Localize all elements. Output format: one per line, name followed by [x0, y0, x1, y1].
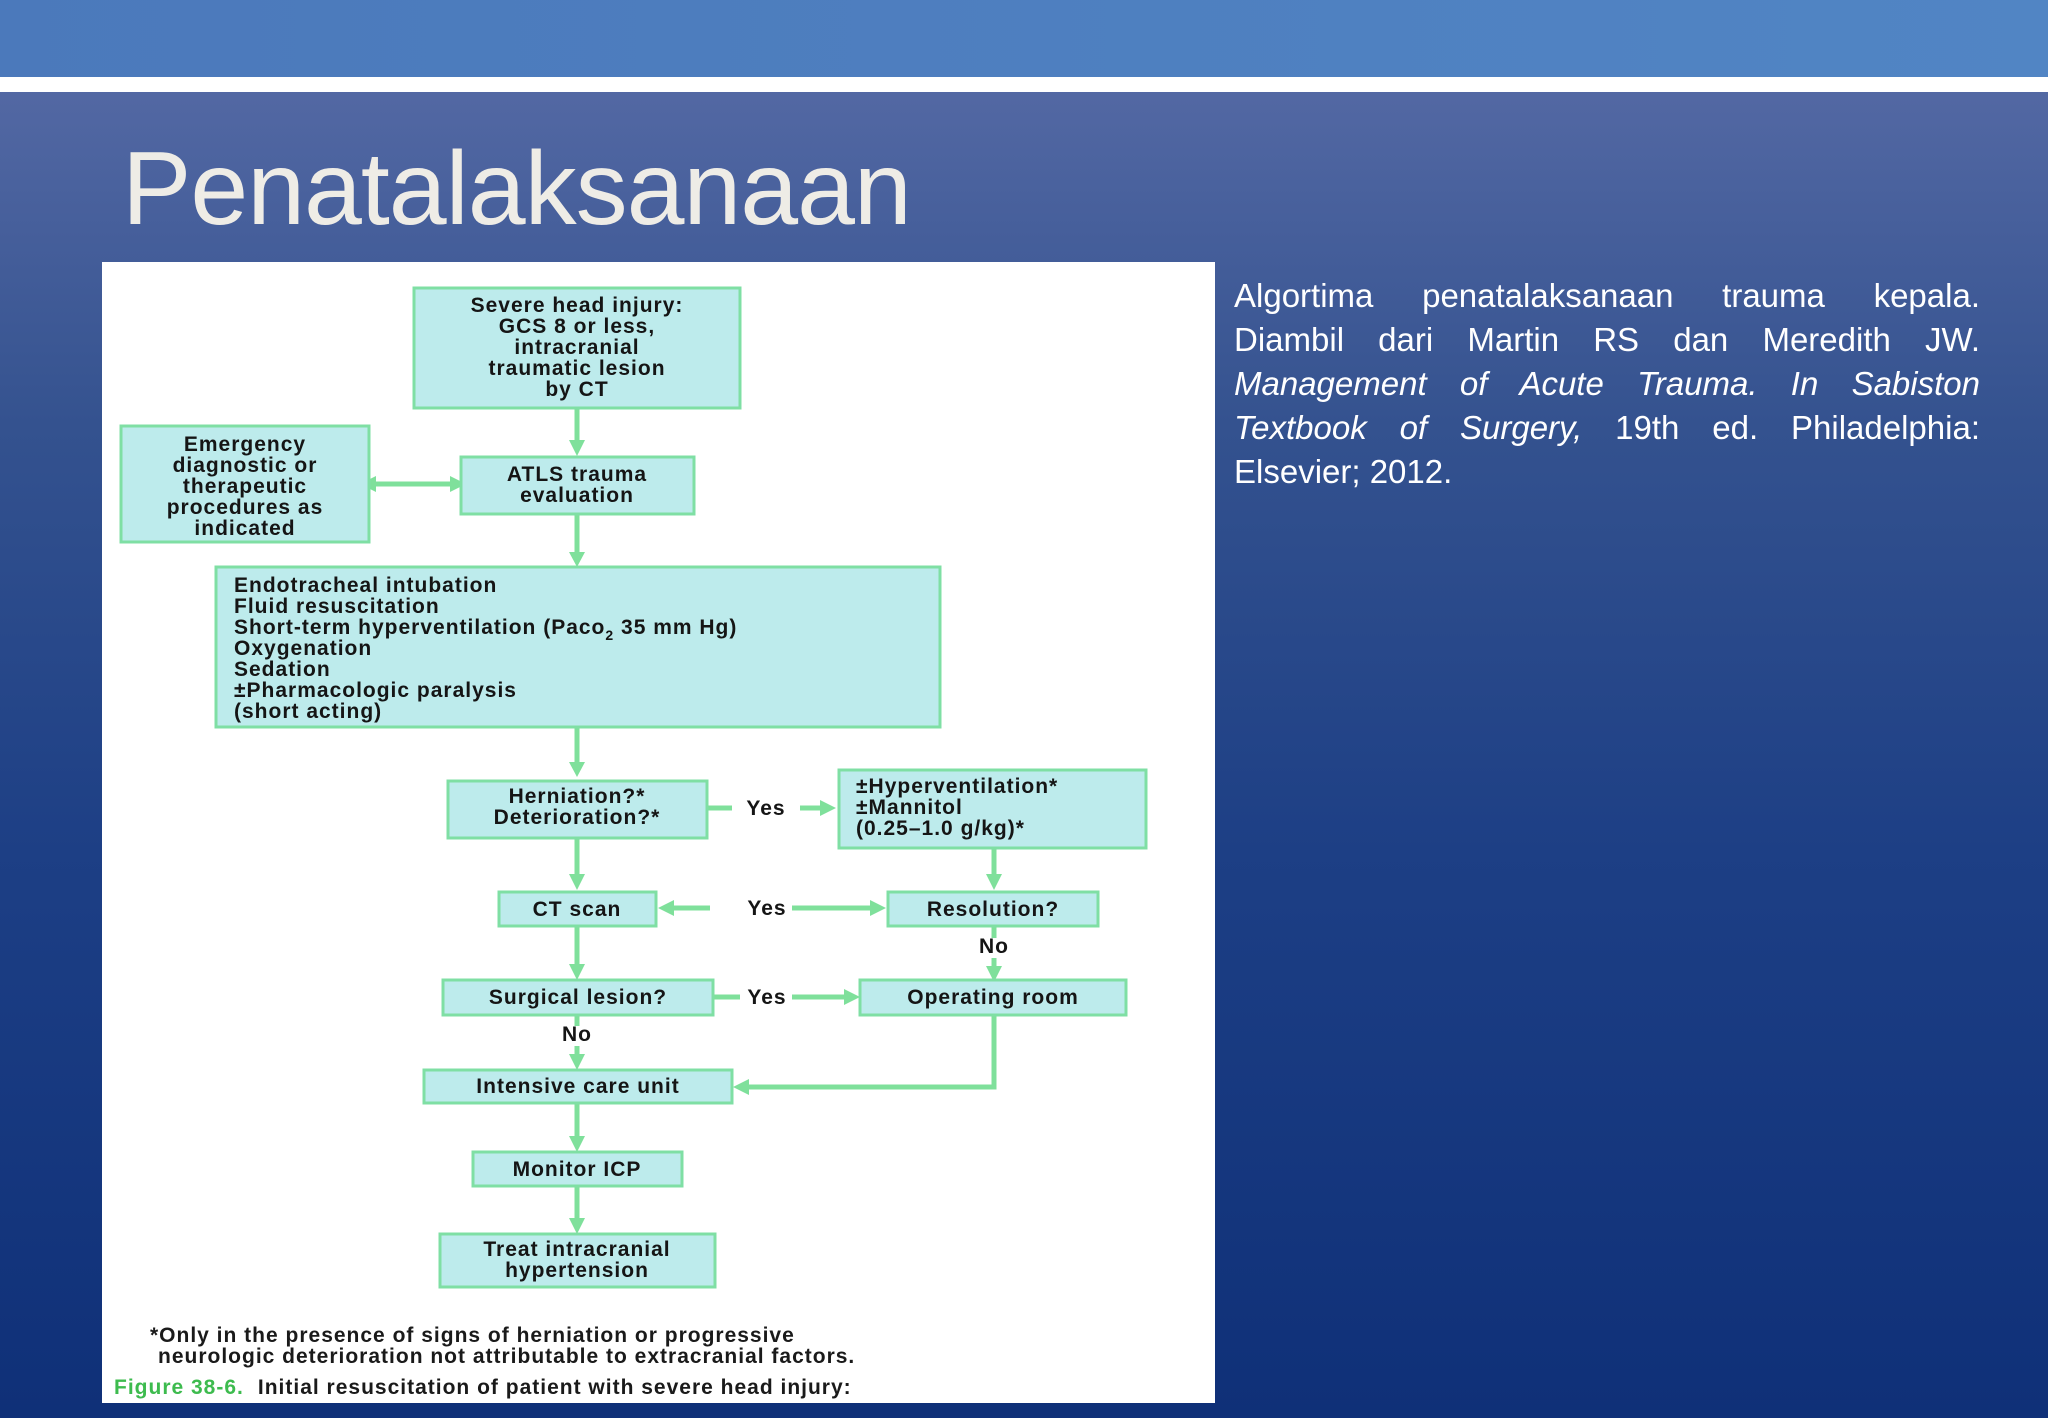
node-text: by CT: [545, 378, 609, 401]
footnote-line: neurologic deterioration not attributable to extracranial factors.: [158, 1345, 856, 1368]
node-text: hypertension: [505, 1259, 649, 1282]
footnote: [150, 1324, 855, 1368]
label-no-surgical: No: [562, 1023, 592, 1046]
node-text: traumatic lesion: [488, 357, 666, 380]
figure-label: Figure 38-6.: [114, 1376, 244, 1399]
label-no-resolution: No: [979, 935, 1009, 958]
label-yes-herniation: Yes: [746, 797, 786, 820]
caption-italic-text: Management of Acute Trauma. In Sabiston Textbook of Surgery,: [1234, 365, 1980, 446]
flowchart-figure: [102, 262, 1215, 1403]
node-text: Sedation: [234, 658, 331, 681]
figure-caption-text: Initial resuscitation of patient with severe head injury:: [257, 1376, 852, 1399]
label-yes-surgical: Yes: [747, 986, 787, 1009]
header-bar: [0, 0, 2048, 77]
node-text: Herniation?*: [508, 785, 646, 808]
arrow-head: [569, 552, 585, 567]
node-text: Fluid resuscitation: [234, 595, 440, 618]
arrow-head: [986, 874, 1002, 890]
slide-title: Penatalaksanaan: [122, 131, 911, 247]
arrow-head: [569, 1136, 585, 1152]
node-text: indicated: [194, 517, 296, 540]
node-resolution: [888, 892, 1098, 926]
node-text: therapeutic: [182, 475, 308, 498]
arrow-head: [569, 874, 585, 890]
node-text: (short acting): [234, 700, 383, 723]
node-monitor-icp: [473, 1152, 682, 1186]
connector-or-icu: [747, 1015, 994, 1087]
arrow-head: [870, 900, 886, 916]
node-text: Short-term hyperventilation (Paco: [234, 616, 606, 639]
arrow-head: [844, 989, 860, 1005]
node-text: Resolution?: [926, 898, 1060, 921]
node-text: Intensive care unit: [476, 1075, 680, 1098]
node-text: Monitor ICP: [512, 1158, 642, 1181]
node-text: (0.25–1.0 g/kg)*: [856, 817, 1025, 840]
node-text: Surgical lesion?: [488, 986, 668, 1009]
node-text: ±Hyperventilation*: [856, 775, 1059, 798]
footnote-line: *Only in the presence of signs of herniation or progressive: [150, 1324, 795, 1347]
node-text: CT scan: [532, 898, 622, 921]
node-text: Deterioration?*: [493, 806, 661, 829]
node-text: ATLS trauma: [506, 463, 648, 486]
node-text: Severe head injury:: [470, 294, 684, 317]
node-operating-room: [860, 980, 1126, 1015]
arrow-head: [569, 762, 585, 777]
figure-caption: [114, 1376, 852, 1399]
node-herniation: [448, 781, 707, 838]
node-text: Endotracheal intubation: [234, 574, 498, 597]
node-text: GCS 8 or less,: [498, 315, 656, 338]
node-text: procedures as: [166, 496, 324, 519]
node-ct-scan: [499, 892, 656, 926]
node-text: Operating room: [907, 986, 1079, 1009]
arrow-head: [658, 900, 674, 916]
node-emergency-procedures: [121, 426, 369, 542]
node-text: ±Mannitol: [856, 796, 963, 819]
node-atls-evaluation: [461, 457, 694, 514]
flowchart-diagram: [102, 262, 1215, 1403]
node-text-subscript: 2: [605, 627, 615, 643]
arrow-head: [569, 440, 585, 456]
node-text: ±Pharmacologic paralysis: [234, 679, 517, 702]
arrow-head: [569, 1054, 585, 1070]
svg-text:Herniation?*Deterioration?*: [494, 785, 661, 829]
node-text: intracranial: [514, 336, 640, 359]
svg-text:Treat intracranialhypertension: [483, 1238, 670, 1282]
node-hyperventilation: [839, 770, 1146, 848]
node-text: diagnostic or: [172, 454, 318, 477]
arrow-head: [569, 1218, 585, 1234]
node-intensive-care-unit: [424, 1070, 732, 1103]
node-treat-hypertension: [440, 1234, 715, 1287]
node-text: evaluation: [520, 484, 634, 507]
label-yes-ct: Yes: [747, 897, 787, 920]
arrow-head: [569, 964, 585, 980]
arrow-head: [820, 800, 836, 816]
node-text: Treat intracranial: [483, 1238, 671, 1261]
node-text: Oxygenation: [234, 637, 373, 660]
arrow-head: [733, 1079, 749, 1095]
slide-caption: [1234, 274, 1980, 494]
node-severe-head-injury: [414, 288, 740, 408]
header-divider: [0, 77, 2048, 92]
node-text: 35 mm Hg): [614, 616, 738, 639]
caption-text: Algortima penatalaksanaan trauma kepala. Diambil dari Martin RS dan Meredith JW.: [1234, 277, 1980, 358]
node-text: Emergency: [183, 433, 307, 456]
svg-text:ATLS traumaevaluation: [507, 463, 647, 507]
node-intubation: [216, 567, 940, 727]
caption-text-end: 19th ed. Philadelphia: Elsevier; 2012.: [1234, 409, 1980, 490]
node-surgical-lesion: [443, 980, 713, 1015]
